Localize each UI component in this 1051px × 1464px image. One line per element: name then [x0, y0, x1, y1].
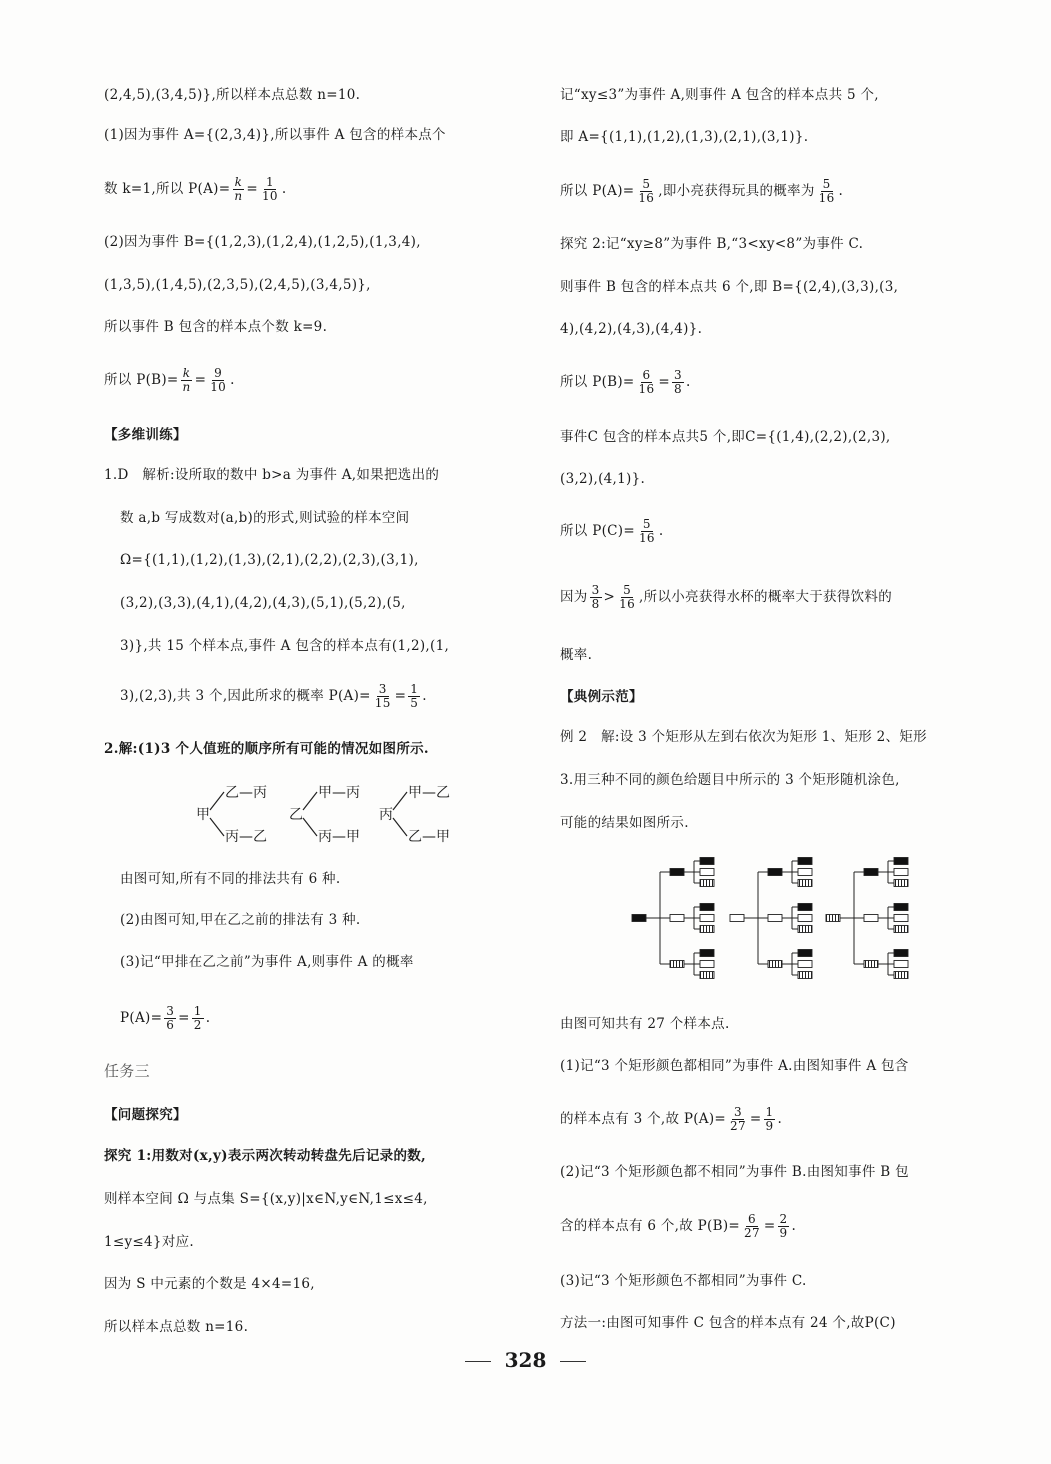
color-rect [798, 880, 812, 887]
color-rect [864, 961, 878, 968]
text-line: 例 2 解:设 3 个矩形从左到右依次为矩形 1、矩形 2、矩形 [560, 729, 927, 745]
tree-branch: 甲—乙 [408, 785, 450, 801]
fraction: $\frac{1}{9}$ [765, 1105, 774, 1133]
color-rect [894, 858, 908, 865]
text-line: 1≤y≤4}对应. [104, 1234, 195, 1250]
color-rect [894, 904, 908, 911]
color-rect [798, 950, 812, 957]
color-rect [632, 915, 646, 922]
text-line: Ω={(1,1),(1,2),(1,3),(2,1),(2,2),(2,3),(3,1), [120, 552, 419, 568]
color-rect [894, 915, 908, 922]
color-rect [798, 869, 812, 876]
fraction: $\frac{5}{16}$ [638, 177, 655, 205]
fraction: $\frac{5}{16}$ [818, 177, 835, 205]
color-rect [700, 869, 714, 876]
tree-branch: 乙—甲 [408, 829, 450, 845]
formula-line: P(A)= $\frac{3}{6}$ = $\frac{1}{2}$ . [120, 1004, 211, 1032]
fraction: $\frac{6}{27}$ [744, 1212, 760, 1240]
tree-root-3: 丙 [379, 807, 393, 823]
color-rect [894, 880, 908, 887]
coloring-tree-diagram [630, 852, 950, 992]
color-rect [700, 961, 714, 968]
formula-line: 因为 $\frac{3}{8}$ > $\frac{5}{16}$ ,所以小亮获得水杯的概率大于获得饮料的 [560, 583, 893, 611]
fraction: $\frac{3}{6}$ [166, 1004, 175, 1032]
text-line: 探究 1:用数对(x,y)表示两次转动转盘先后记录的数, [104, 1148, 427, 1164]
fraction: $\frac{3}{27}$ [730, 1105, 746, 1133]
color-rect [894, 961, 908, 968]
page-number: 328 [0, 1348, 1051, 1372]
color-rect [894, 869, 908, 876]
fraction: $\frac{3}{8}$ [591, 583, 600, 611]
color-rect [768, 869, 782, 876]
color-rect [700, 904, 714, 911]
text-line: (1)因为事件 A={(2,3,4)},所以事件 A 包含的样本点个 [104, 127, 446, 143]
color-rect [798, 858, 812, 865]
text-line: 3.用三种不同的颜色给题目中所示的 3 个矩形随机涂色, [560, 772, 900, 788]
color-rect [700, 926, 714, 933]
fraction: $\frac{9}{10}$ [210, 366, 227, 394]
color-rect [798, 972, 812, 979]
formula-line: 的样本点有 3 个,故 P(A)= $\frac{3}{27}$ = $\frac{1}{9}$ . [560, 1105, 783, 1133]
section-heading: 【多维训练】 [104, 427, 187, 443]
text-line: (1,3,5),(1,4,5),(2,3,5),(2,4,5),(3,4,5)}, [104, 277, 371, 293]
task-heading: 任务三 [104, 1062, 150, 1080]
formula-line: 所以 P(C)= $\frac{5}{16}$ . [560, 517, 664, 545]
color-rect [700, 950, 714, 957]
color-rect [864, 869, 878, 876]
formula-line: 含的样本点有 6 个,故 P(B)= $\frac{6}{27}$ = $\frac{2}{9}$ . [560, 1212, 797, 1240]
fraction: $\frac{6}{16}$ [638, 368, 655, 396]
text-line: (2)因为事件 B={(1,2,3),(1,2,4),(1,2,5),(1,3,4), [104, 234, 421, 250]
fraction: $\frac{5}{16}$ [619, 583, 636, 611]
fraction: $\frac{5}{16}$ [638, 517, 655, 545]
section-heading: 【典例示范】 [560, 689, 643, 705]
text-line: 所以样本点总数 n=16. [104, 1319, 249, 1335]
text-line: (2,4,5),(3,4,5)},所以样本点总数 n=10. [104, 87, 361, 103]
text-line: (2)由图可知,甲在乙之前的排法有 3 种. [120, 912, 361, 928]
color-rect [894, 950, 908, 957]
fraction: $\frac{1}{5}$ [410, 682, 419, 710]
formula-line: 所以 P(B)= $\frac{6}{16}$ = $\frac{3}{8}$ . [560, 368, 691, 396]
color-rect [670, 915, 684, 922]
color-rect [798, 915, 812, 922]
color-rect [670, 869, 684, 876]
color-rect [864, 915, 878, 922]
text-line: 1.D 解析:设所取的数中 b>a 为事件 A,如果把选出的 [104, 467, 440, 483]
formula-line: 所以 P(B)= $\frac{k}{n}$ = $\frac{9}{10}$ . [104, 366, 235, 394]
text-line: 因为 S 中元素的个数是 4×4=16, [104, 1276, 315, 1292]
fraction: $\frac{k}{n}$ [234, 175, 243, 203]
color-rect [700, 858, 714, 865]
text-line: 3)},共 15 个样本点,事件 A 包含的样本点有(1,2),(1, [120, 638, 450, 654]
fraction: $\frac{3}{15}$ [374, 682, 391, 710]
color-rect [700, 972, 714, 979]
text-line: 方法一:由图可知事件 C 包含的样本点有 24 个,故P(C) [560, 1315, 896, 1331]
text-line: (1)记“3 个矩形颜色都相同”为事件 A.由图知事件 A 包含 [560, 1058, 909, 1074]
section-heading: 【问题探究】 [104, 1107, 187, 1123]
text-line: (3)记“3 个矩形颜色不都相同”为事件 C. [560, 1273, 807, 1289]
color-rect [768, 915, 782, 922]
color-rect [798, 904, 812, 911]
text-line: (3,2),(4,1)}. [560, 471, 646, 487]
text-line: 则样本空间 Ω 与点集 S={(x,y)|x∈N,y∈N,1≤x≤4, [104, 1191, 428, 1207]
fraction: $\frac{2}{9}$ [779, 1212, 788, 1240]
text-line: 4),(4,2),(4,3),(4,4)}. [560, 321, 703, 337]
color-rect [798, 926, 812, 933]
color-rect [670, 961, 684, 968]
text-line: 探究 2:记“xy≥8”为事件 B,“3<xy<8”为事件 C. [560, 236, 864, 252]
text-line: 即 A={(1,1),(1,2),(1,3),(2,1),(3,1)}. [560, 129, 809, 145]
arrangement-tree-diagram [190, 778, 462, 850]
text-line: (3,2),(3,3),(4,1),(4,2),(4,3),(5,1),(5,2),(5, [120, 595, 406, 611]
tree-root-1: 甲 [196, 807, 210, 823]
text-line: (2)记“3 个矩形颜色都不相同”为事件 B.由图知事件 B 包 [560, 1164, 909, 1180]
tree-branch: 乙—丙 [225, 785, 267, 801]
text-line: 2.解:(1)3 个人值班的顺序所有可能的情况如图所示. [104, 741, 429, 757]
formula-line: 所以 P(A)= $\frac{5}{16}$ ,即小亮获得玩具的概率为 $\frac{5}{16}$ . [560, 177, 844, 205]
tree-branch: 丙—乙 [225, 829, 267, 845]
color-rect [700, 880, 714, 887]
text-line: 事件C 包含的样本点共5 个,即C={(1,4),(2,2),(2,3), [560, 429, 891, 445]
text-line: 记“xy≤3”为事件 A,则事件 A 包含的样本点共 5 个, [560, 87, 879, 103]
fraction: $\frac{k}{n}$ [182, 366, 191, 394]
text-line: (3)记“甲排在乙之前”为事件 A,则事件 A 的概率 [120, 954, 414, 970]
color-rect [826, 915, 840, 922]
text-line: 数 a,b 写成数对(a,b)的形式,则试验的样本空间 [120, 510, 410, 526]
color-rect [700, 915, 714, 922]
tree-branch: 甲—丙 [318, 785, 360, 801]
color-rect [798, 961, 812, 968]
text-line: 所以事件 B 包含的样本点个数 k=9. [104, 319, 328, 335]
text-line: 由图可知,所有不同的排法共有 6 种. [120, 871, 341, 887]
color-rect [768, 961, 782, 968]
text-line: 由图可知共有 27 个样本点. [560, 1016, 730, 1032]
text-line: 可能的结果如图所示. [560, 815, 689, 831]
tree-root-2: 乙 [289, 807, 303, 823]
fraction: $\frac{3}{8}$ [674, 368, 682, 396]
color-rect [894, 972, 908, 979]
formula-line: 数 k=1,所以 P(A)= $\frac{k}{n}$ = $\frac{1}{10}$ . [104, 175, 287, 203]
color-rect [730, 915, 744, 922]
fraction: $\frac{1}{10}$ [262, 175, 278, 203]
text-line: 概率. [560, 647, 593, 663]
text-line: 则事件 B 包含的样本点共 6 个,即 B={(2,4),(3,3),(3, [560, 279, 899, 295]
formula-line: 3),(2,3),共 3 个,因此所求的概率 P(A)= $\frac{3}{15}$ = $\frac{1}{5}$ . [120, 682, 427, 710]
tree-branch: 丙—甲 [318, 829, 360, 845]
color-rect [894, 926, 908, 933]
fraction: $\frac{1}{2}$ [193, 1004, 202, 1032]
